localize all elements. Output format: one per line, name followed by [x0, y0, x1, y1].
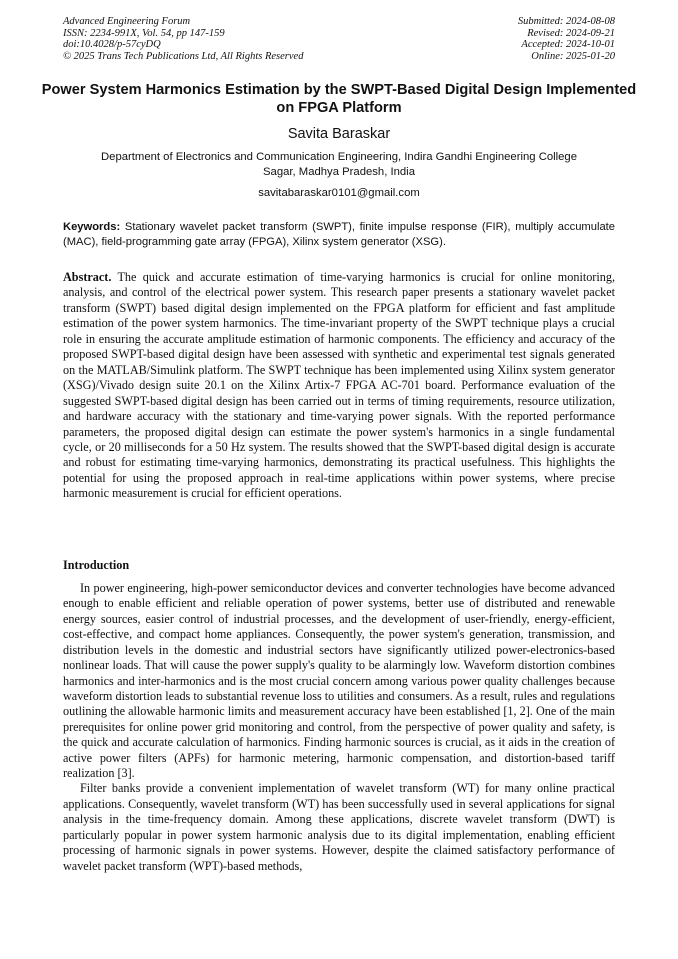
keywords	[63, 220, 615, 249]
copyright: © 2025 Trans Tech Publications Ltd, All Rights Reserved	[63, 50, 304, 62]
submitted-date: Submitted: 2024-08-08	[517, 16, 615, 27]
intro-paragraph-2: Filter banks provide a convenient implementation of wavelet transform (WT) for many online practical applications. Consequently, wavelet transform (WT) has been successfully used in several applications for signal analysis in the time-frequency domain. Among these applications, discrete wavelet transform (DWT) is particularly popular in power system harmonic analysis due to its digital implementation, enabling efficient processing of harmonic signals in power systems. However, despite the claimed satisfactory performance of wavelet packet transform (WPT)-based methods,	[63, 781, 615, 873]
revised-date: Revised: 2024-09-21	[527, 27, 615, 39]
affiliation-line-1: Department of Electronics and Communication Engineering, Indira Gandhi Engineering College	[101, 151, 577, 163]
online-date: Online: 2025-01-20	[531, 50, 615, 62]
accepted-date: Accepted: 2024-10-01	[521, 39, 615, 50]
affiliation	[63, 150, 615, 179]
author-email: savitabaraskar0101@gmail.com	[258, 187, 420, 199]
author-name: Savita Baraskar	[287, 126, 391, 142]
introduction-body	[63, 581, 615, 874]
paper-title: Power System Harmonics Estimation by the SWPT-Based Digital Design Implemented on FPGA Platform	[41, 82, 637, 116]
keywords-label: Keywords:	[63, 221, 121, 233]
journal-header	[63, 16, 615, 62]
header-left	[63, 16, 303, 62]
keywords-text: Stationary wavelet packet transform (SWPT), finite impulse response (FIR), multiply accumulate (MAC), field-programming gate array (FPGA), Xilinx system generator (XSG).	[63, 221, 616, 248]
abstract-text: The quick and accurate estimation of time-varying harmonics is crucial for online monitoring, analysis, and control of the electrical power system. This research paper presents a stationary wavelet packet transform (SWPT) based digital design implemented on the FPGA platform for efficient and fast amplitude estimation of the power system harmonics. The time-invariant property of the SWPT technique plays a crucial role in ensuring the accurate amplitude estimation of harmonic components. The efficiency and accuracy of the proposed SWPT-based digital design have been assessed with synthetic and experimental test signals generated on the MATLAB/Simulink platform. The SWPT technique has been implemented using Xilinx system generator (XSG)/Vivado design suite 20.1 on the Xilinx Artix-7 FPGA AC-701 board. Performance evaluation of the suggested SWPT-based digital design has been carried out in terms of timing requirements, resource utilization, and hardware accuracy with the stationary and time-varying power signals. With the reported performance parameters, the proposed digital design can estimate the power system's harmonics in a single fundamental cycle, or 20 milliseconds for a 50 Hz system. The results showed that the SWPT-based digital design is accurate and robust for estimating time-varying harmonics, demonstrating its practical usefulness. This highlights the potential for using the proposed approach in real-time applications within power systems, where precise harmonic measurement is crucial for efficient operations.	[63, 270, 615, 501]
abstract	[63, 270, 615, 502]
affiliation-line-2: Sagar, Madhya Pradesh, India	[263, 165, 415, 178]
issn: ISSN: 2234-991X, Vol. 54, pp 147-159	[63, 27, 225, 39]
intro-paragraph-1: In power engineering, high-power semiconductor devices and converter technologies have become advanced enough to enable efficient and reliable operation of power systems, better use of distributed and renewable energy sources, easier control of industrial processes, and the development of user-friendly, energy-efficient, cost-effective, and compact home appliances. Consequently, the power system's generation, transmission, and distribution levels in the domestic and industrial sectors have significantly utilized power-electronics-based nonlinear loads. That will cause the power supply's quality to be alarmingly low. Waveform distortion combines harmonics and inter-harmonics and is the most crucial concern among various power quality challenges because waveform distortion leads to substantial revenue loss to utilities and consumers. As a result, rules and regulations outlining the allowable harmonic limits and measurement accuracy have been established [1, 2]. One of the main prerequisites for online power grid monitoring and control, from the perspective of power quality and safety, is the quick and accurate calculation of harmonics. Finding harmonic sources is crucial, as it aids in the creation of active power filters (APFs) for harmonic metering, harmonic compensation, and distortion-based tariff realization [3].	[63, 581, 615, 781]
doi: doi:10.4028/p-57cyDQ	[63, 39, 161, 50]
section-heading-introduction: Introduction	[63, 558, 130, 572]
header-right	[518, 16, 615, 62]
journal-name: Advanced Engineering Forum	[63, 16, 191, 27]
abstract-label: Abstract.	[63, 270, 112, 284]
